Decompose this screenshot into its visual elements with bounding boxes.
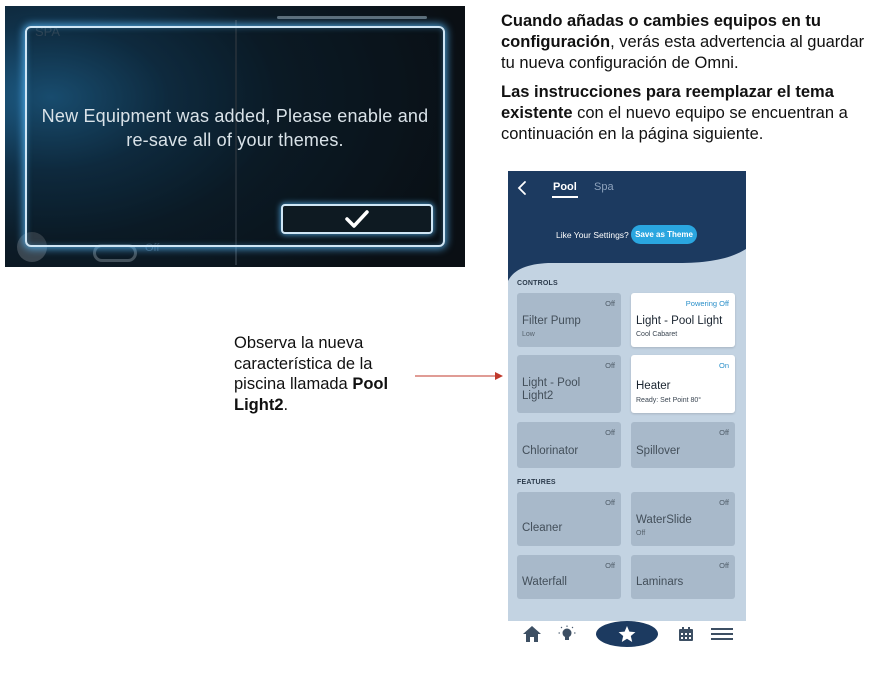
bottom-nav-bar <box>508 621 746 648</box>
card-name: WaterSlide <box>636 514 692 526</box>
controls-section-label: CONTROLS <box>517 280 558 287</box>
control-card-filter-pump[interactable] <box>517 293 621 347</box>
feature-card-cleaner[interactable] <box>517 492 621 546</box>
para1-rest: , verás esta advertencia al guardar tu nueva configuración de Omni. <box>501 33 865 72</box>
explanation-paragraph-2 <box>501 82 876 145</box>
feature-card-laminars[interactable] <box>631 555 735 599</box>
checkmark-icon <box>344 209 370 229</box>
dialog-ok-button[interactable] <box>281 204 433 234</box>
card-name: Light - Pool Light <box>636 315 723 327</box>
favorites-button[interactable] <box>592 597 662 648</box>
card-name: Spillover <box>636 445 681 457</box>
home-icon[interactable] <box>522 625 542 643</box>
tab-spa[interactable]: Spa <box>594 181 614 193</box>
tab-pool-underline <box>552 196 578 198</box>
note-bold: Pool Light2 <box>234 375 389 414</box>
card-status: Off <box>605 498 615 507</box>
card-status: On <box>718 361 729 370</box>
app-header <box>508 171 746 281</box>
card-sub: Cool Cabaret <box>636 331 678 338</box>
menu-icon[interactable] <box>711 627 733 641</box>
para2-rest: con el nuevo equipo se encuentran a continuación en la página siguiente. <box>501 104 848 143</box>
card-name: Light - Pool Light2 <box>522 377 581 402</box>
card-sub: Ready: Set Point 80° <box>636 397 702 404</box>
dialog-message: New Equipment was added, Please enable and re-save all of your themes. <box>41 106 429 150</box>
para1-bold: Cuando añadas o cambies equipos en tu configuración <box>501 12 821 51</box>
feature-card-waterslide[interactable] <box>631 492 735 546</box>
card-status: Off <box>605 361 615 370</box>
card-status: Off <box>719 428 729 437</box>
card-name: Waterfall <box>522 576 567 588</box>
background-toggle-label: Off <box>145 242 160 254</box>
card-name: Filter Pump <box>522 315 581 327</box>
like-settings-text: Like Your Settings? <box>556 230 629 240</box>
background-slider-track <box>277 16 427 19</box>
save-as-theme-button[interactable]: Save as Theme <box>631 225 697 244</box>
card-name: Chlorinator <box>522 445 579 457</box>
omni-app-screenshot <box>508 171 746 648</box>
card-status: Powering Off <box>685 299 729 308</box>
control-card-pool-light2[interactable] <box>517 355 621 413</box>
control-card-pool-light[interactable] <box>631 293 735 347</box>
card-sub: Off <box>636 530 646 537</box>
pool-light2-note <box>234 333 414 415</box>
control-card-spillover[interactable] <box>631 422 735 468</box>
para2-bold: Las instrucciones para reemplazar el tema existente <box>501 83 834 122</box>
back-chevron-icon[interactable] <box>516 179 528 197</box>
card-sub: Low <box>522 331 535 338</box>
note-text: Observa la nueva característica de la piscina llamada <box>234 334 373 393</box>
card-status: Off <box>605 561 615 570</box>
controller-dialog-screenshot <box>5 6 465 267</box>
card-status: Off <box>719 498 729 507</box>
card-status: Off <box>605 428 615 437</box>
feature-card-waterfall[interactable] <box>517 555 621 599</box>
card-name: Laminars <box>636 576 684 588</box>
tab-pool[interactable]: Pool <box>553 181 577 193</box>
card-name: Cleaner <box>522 522 563 534</box>
card-status: Off <box>719 561 729 570</box>
note-end: . <box>283 395 289 414</box>
card-status: Off <box>605 299 615 308</box>
lightbulb-icon[interactable] <box>558 625 576 643</box>
features-section-label: FEATURES <box>517 479 556 486</box>
pointer-arrow <box>415 370 505 382</box>
explanation-paragraph-1 <box>501 11 876 74</box>
control-card-chlorinator[interactable] <box>517 422 621 468</box>
calendar-icon[interactable] <box>678 626 694 642</box>
background-spa-label: SPA <box>35 24 61 39</box>
card-name: Heater <box>636 380 671 392</box>
control-card-heater[interactable] <box>631 355 735 413</box>
